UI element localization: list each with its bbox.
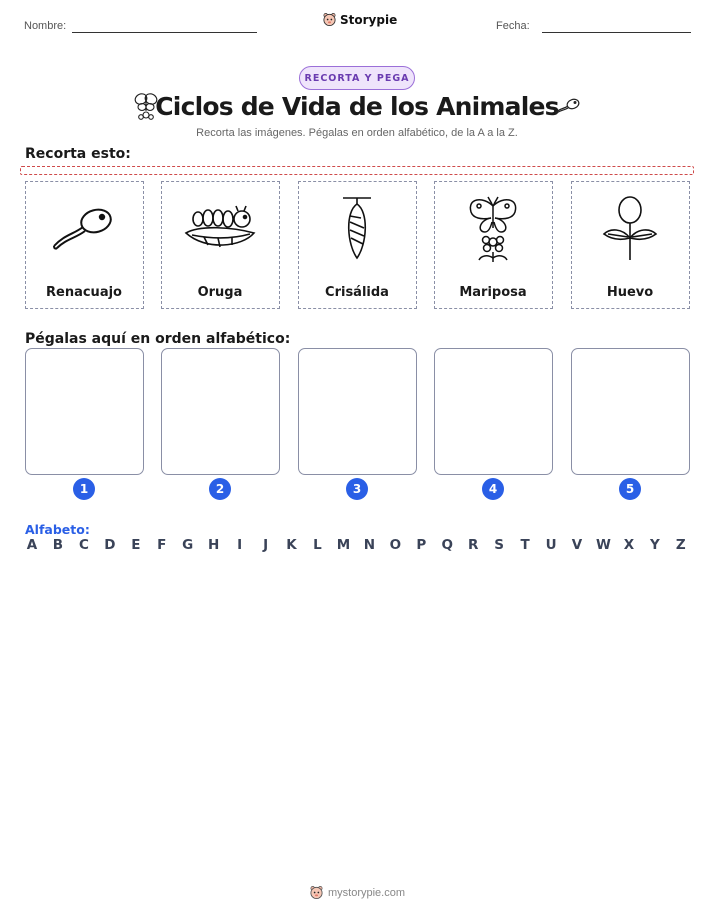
alphabet-letter: E bbox=[131, 537, 141, 553]
alphabet-letter: P bbox=[416, 537, 427, 553]
alphabet-letter: Z bbox=[675, 537, 686, 553]
tadpole-icon bbox=[26, 188, 142, 270]
paste-heading: Pégalas aquí en orden alfabético: bbox=[25, 331, 291, 347]
number-badge-2: 2 bbox=[209, 478, 231, 500]
card-label: Mariposa bbox=[459, 285, 527, 300]
number-badge-5: 5 bbox=[619, 478, 641, 500]
date-label: Fecha: bbox=[496, 20, 530, 32]
sprout-icon bbox=[572, 188, 688, 270]
paste-box-4[interactable] bbox=[434, 348, 553, 475]
alphabet-letter: B bbox=[52, 537, 64, 553]
alphabet-letter: S bbox=[494, 537, 505, 553]
cut-heading: Recorta esto: bbox=[25, 146, 131, 162]
alphabet-letter: I bbox=[237, 537, 243, 553]
alphabet-letter: J bbox=[263, 537, 269, 553]
cut-card-caterpillar[interactable] bbox=[161, 181, 280, 309]
alphabet-letter: C bbox=[78, 537, 89, 553]
brand-logo bbox=[322, 12, 397, 27]
number-badge-4: 4 bbox=[482, 478, 504, 500]
activity-badge: RECORTA Y PEGA bbox=[299, 66, 415, 90]
cut-line bbox=[20, 166, 694, 175]
alphabet-letter: Q bbox=[441, 537, 453, 553]
paste-box-2[interactable] bbox=[161, 348, 280, 475]
cut-card-tadpole[interactable] bbox=[25, 181, 144, 309]
alphabet-letter: L bbox=[313, 537, 322, 553]
cut-card-egg[interactable] bbox=[571, 181, 690, 309]
storypie-mascot-icon bbox=[309, 885, 324, 900]
tadpole-small-icon bbox=[553, 96, 581, 121]
alphabet-letter: N bbox=[363, 537, 376, 553]
cut-card-chrysalis[interactable] bbox=[298, 181, 417, 309]
paste-box-3[interactable] bbox=[298, 348, 417, 475]
footer bbox=[0, 885, 714, 900]
alphabet-letter: W bbox=[595, 537, 611, 553]
paste-box-1[interactable] bbox=[25, 348, 144, 475]
alphabet-letter: Y bbox=[649, 537, 660, 553]
alphabet-letter: G bbox=[182, 537, 194, 553]
name-line[interactable] bbox=[72, 32, 257, 33]
footer-url[interactable]: mystorypie.com bbox=[327, 886, 406, 899]
alphabet-letter: H bbox=[208, 537, 220, 553]
alphabet-letter: U bbox=[545, 537, 557, 553]
alphabet-row bbox=[25, 537, 688, 553]
brand-name: Storypie bbox=[340, 12, 398, 27]
alphabet-letter: M bbox=[336, 537, 351, 553]
instructions: Recorta las imágenes. Pégalas en orden alfabético, de la A a la Z. bbox=[196, 127, 518, 139]
alphabet-letter: X bbox=[623, 537, 635, 553]
alphabet-letter: K bbox=[286, 537, 297, 553]
caterpillar-icon bbox=[162, 188, 278, 270]
name-label: Nombre: bbox=[24, 20, 67, 32]
alphabet-letter: D bbox=[104, 537, 116, 553]
card-label: Huevo bbox=[606, 285, 654, 300]
date-line[interactable] bbox=[542, 32, 691, 33]
number-badge-3: 3 bbox=[346, 478, 368, 500]
storypie-mascot-icon bbox=[322, 12, 337, 27]
card-label: Oruga bbox=[197, 285, 243, 300]
alphabet-letter: O bbox=[389, 537, 402, 553]
alphabet-title: Alfabeto: bbox=[25, 522, 90, 537]
alphabet-letter: A bbox=[26, 537, 38, 553]
card-label: Crisálida bbox=[325, 285, 389, 300]
alphabet-letter: F bbox=[157, 537, 167, 553]
alphabet-letter: T bbox=[520, 537, 530, 553]
chrysalis-icon bbox=[299, 188, 415, 270]
butterfly-icon bbox=[435, 188, 551, 270]
number-badge-1: 1 bbox=[73, 478, 95, 500]
cut-card-butterfly[interactable] bbox=[434, 181, 553, 309]
alphabet-letter: V bbox=[571, 537, 583, 553]
paste-box-5[interactable] bbox=[571, 348, 690, 475]
card-label: Renacuajo bbox=[46, 285, 122, 300]
alphabet-letter: R bbox=[468, 537, 479, 553]
page-title: Ciclos de Vida de los Animales bbox=[155, 92, 559, 121]
